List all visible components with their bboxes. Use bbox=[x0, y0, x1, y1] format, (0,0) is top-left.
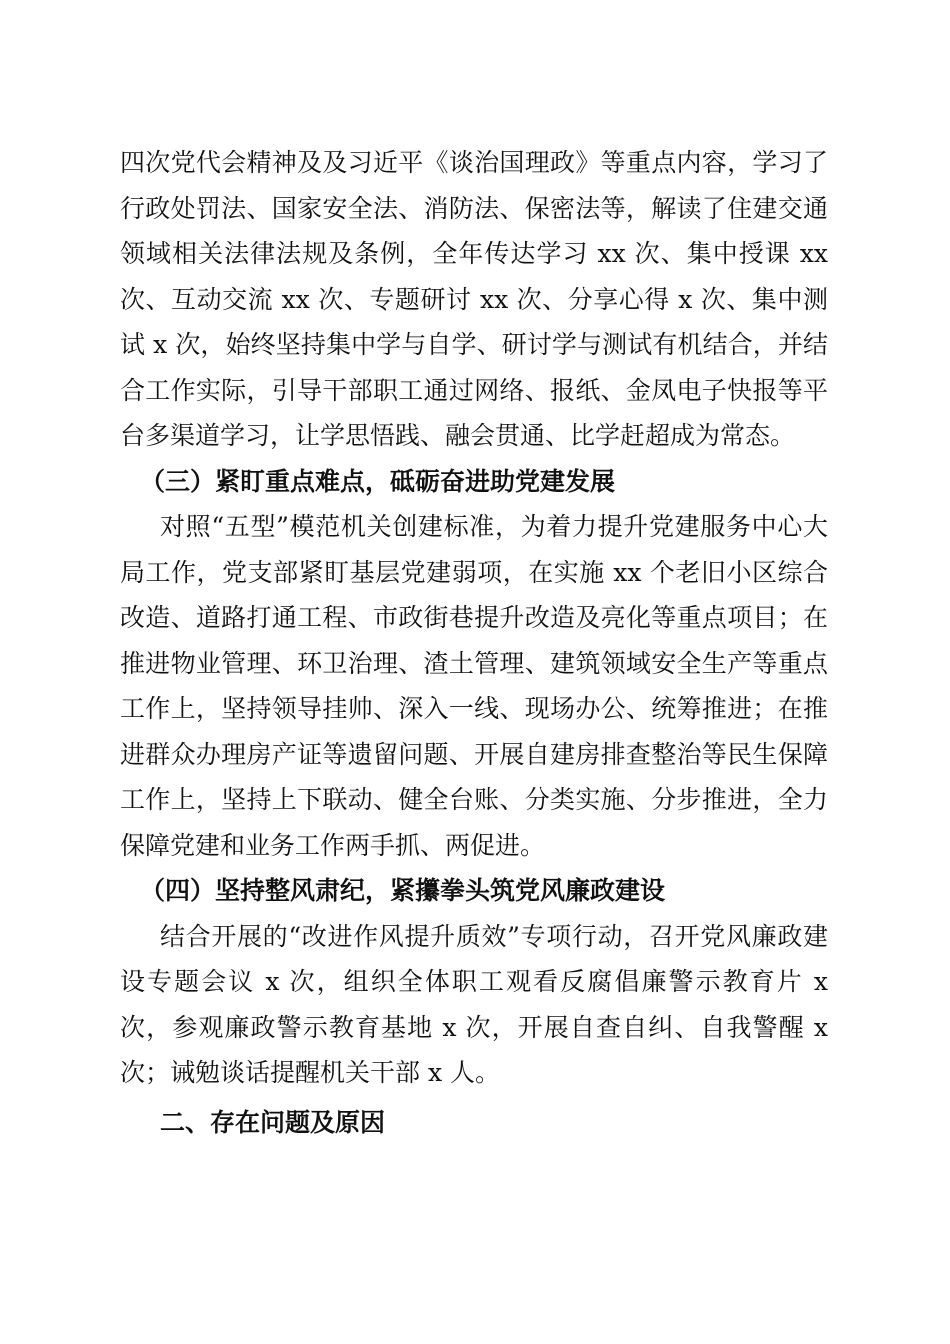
subheading-key-difficulties: （三）紧盯重点难点，砥砺奋进助党建发展 bbox=[140, 466, 616, 496]
paragraph-study-content: 四次党代会精神及及习近平《谈治国理政》等重点内容，学习了行政处罚法、国家安全法、消防法、保密法等，解读了住建交通领域相关法律法规及条例，全年传达学习 xx 次、集中授课 xx 次、互动交流 xx 次、专题研讨 xx 次、分享心得 x 次、集中测试 x 次，始终坚持集中学与自学、研讨学与测试有机结合，并结合工作实际，引导干部职工通过网络、报纸、金凤电子快报等平台多渠道学习，让学思悟践、融会贯通、比学赶超成为常态。 bbox=[120, 148, 828, 450]
document-body bbox=[120, 140, 828, 1145]
paragraph-model-organ: 对照“五型”模范机关创建标准，为着力提升党建服务中心大局工作，党支部紧盯基层党建弱项，在实施 xx 个老旧小区综合改造、道路打通工程、市政街巷提升改造及亮化等重点项目；在推进物业管理、环卫治理、渣土管理、建筑领域安全生产等重点工作上，坚持领导挂帅、深入一线、现场办公、统筹推进；在推进群众办理房产证等遗留问题、开展自建房排查整治等民生保障工作上，坚持上下联动、健全台账、分类实施、分步推进，全力保障党建和业务工作两手抓、两促进。 bbox=[120, 512, 828, 860]
subheading-discipline: （四）坚持整风肃纪，紧攥拳头筑党风廉政建设 bbox=[140, 876, 666, 905]
paragraph-work-style: 结合开展的“改进作风提升质效”专项行动，召开党风廉政建设专题会议 x 次，组织全体职工观看反腐倡廉警示教育片 x 次，参观廉政警示教育基地 x 次，开展自查自纠、自我警醒 x 次；诫勉谈话提醒机关干部 x 人。 bbox=[120, 921, 828, 1087]
section-heading-problems: 二、存在问题及原因 bbox=[160, 1107, 386, 1137]
